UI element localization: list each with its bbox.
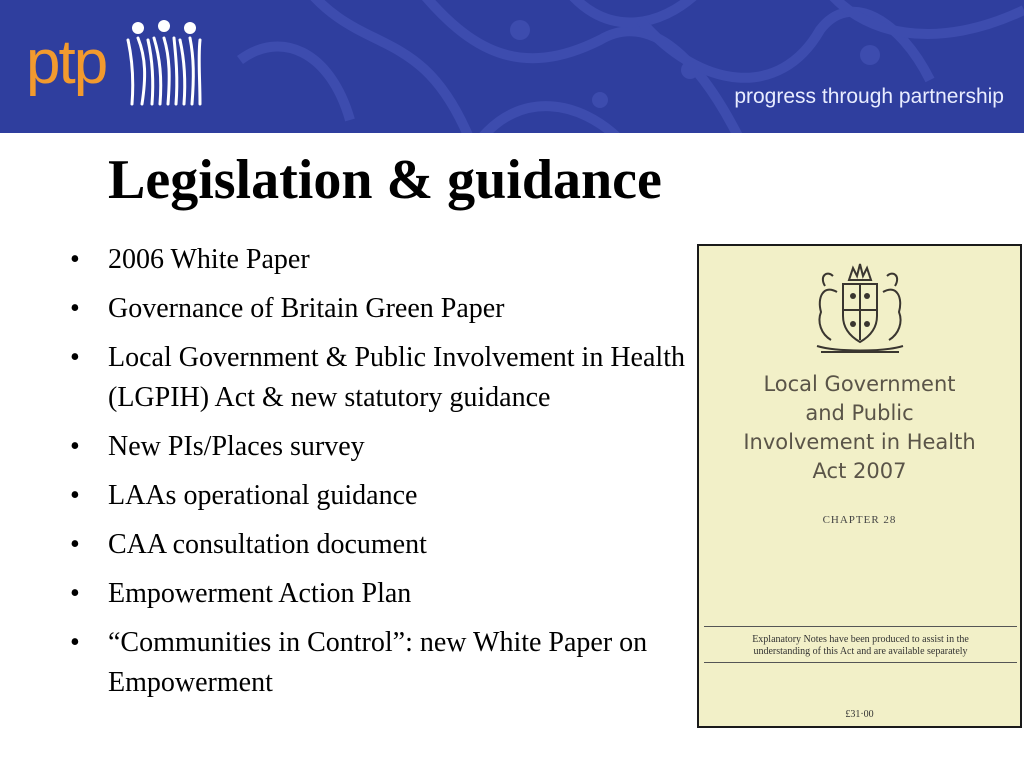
explanatory-notes [709,634,1012,658]
royal-crest-icon [797,258,923,358]
bullet-item [70,574,690,614]
bullet-list [70,240,690,712]
bullet-text: LAAs operational guidance [108,480,418,511]
bullet-symbol: • [70,480,80,511]
bullet-symbol: • [70,293,80,324]
bullet-item [70,289,690,329]
chapter-label: CHAPTER 28 [822,514,897,526]
act-title-line: Local Government [763,372,956,396]
bullet-text: New PIs/Places survey [108,431,365,462]
bullet-item [70,476,690,516]
ptp-logo [26,18,216,118]
act-title-line: and Public [805,401,914,425]
tagline: progress through partnership [734,85,1004,108]
bullet-symbol: • [70,431,80,462]
act-title-line: Involvement in Health [743,430,976,454]
bullet-item [70,525,690,565]
logo-text: ptp [26,28,107,97]
bullet-symbol: • [70,342,80,373]
bullet-text: CAA consultation document [108,529,427,560]
bullet-symbol: • [70,529,80,560]
bullet-symbol: • [70,244,80,275]
act-title [699,370,1020,486]
people-figures-icon [124,18,204,113]
divider [704,626,1017,627]
bullet-text: 2006 White Paper [108,244,310,275]
bullet-text: Local Government & Public Involvement in Health (LGPIH) Act & new statutory guidance [108,342,685,413]
divider [704,662,1017,663]
bullet-text: “Communities in Control”: new White Paper on Empowerment [108,627,648,698]
act-cover-image [697,244,1022,728]
bullet-symbol: • [70,578,80,609]
bullet-item [70,240,690,280]
bullet-text: Governance of Britain Green Paper [108,293,505,324]
notes-line: Explanatory Notes have been produced to assist in the [752,634,969,645]
price-label: £31·00 [845,709,874,720]
slide-title: Legislation & guidance [108,149,662,211]
notes-line: understanding of this Act and are available separately [753,646,968,657]
header-banner [0,0,1024,133]
bullet-text: Empowerment Action Plan [108,578,412,609]
act-title-line: Act 2007 [812,459,907,483]
bullet-item [70,338,690,418]
bullet-symbol: • [70,627,80,658]
bullet-item [70,623,690,703]
bullet-item [70,427,690,467]
